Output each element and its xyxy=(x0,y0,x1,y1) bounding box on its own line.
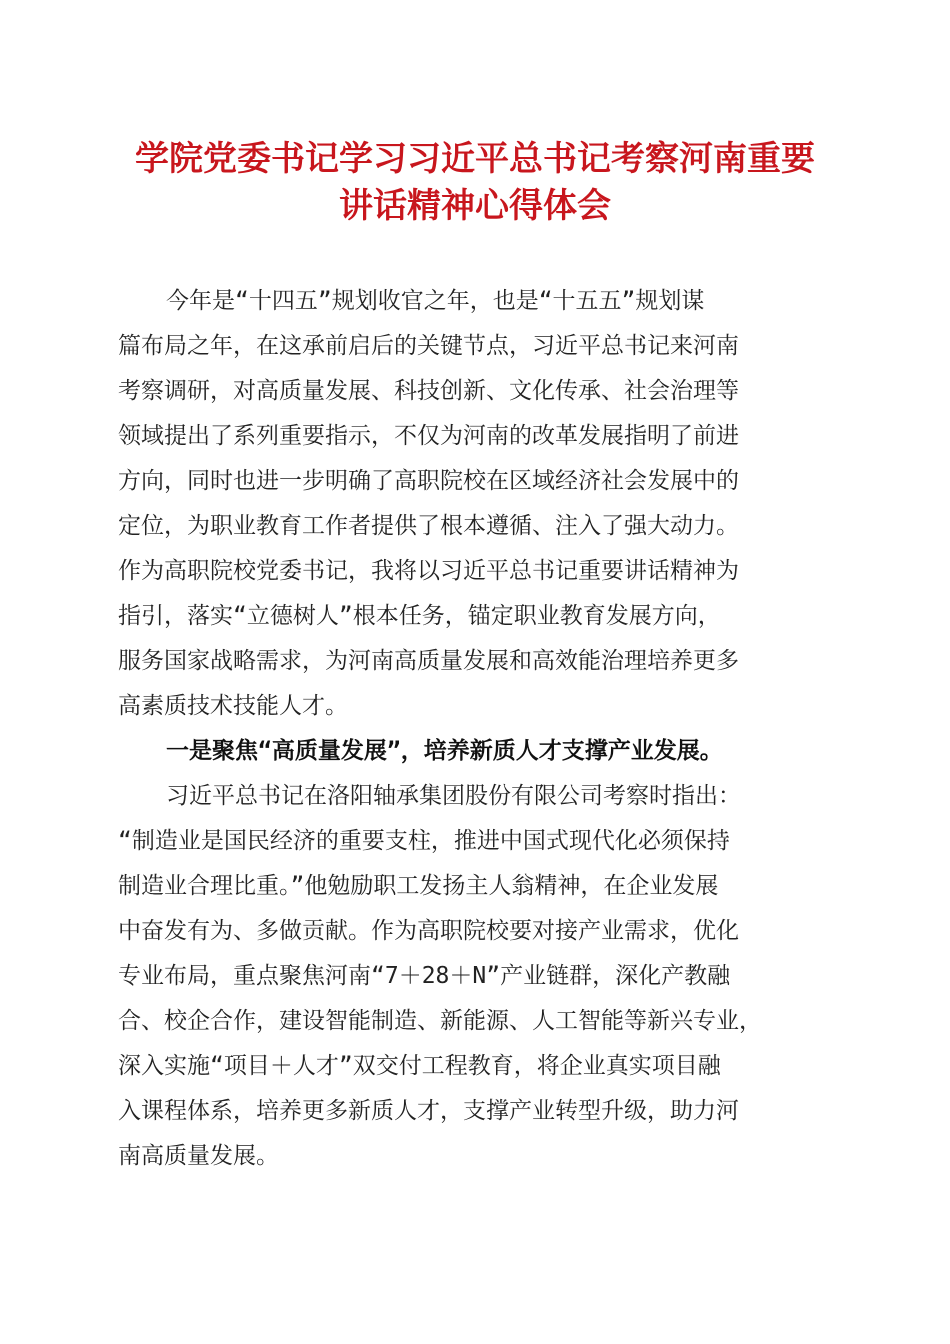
paragraph-line: 中奋发有为、多做贡献。作为高职院校要对接产业需求，优化 xyxy=(118,918,739,944)
title-line: 学院党委书记学习习近平总书记考察河南重要 xyxy=(135,139,815,179)
paragraph-line: 作为高职院校党委书记，我将以习近平总书记重要讲话精神为 xyxy=(118,558,739,584)
paragraph-line: 指引，落实“立德树人”根本任务，锚定职业教育发展方向， xyxy=(118,603,721,629)
paragraph-intro xyxy=(118,279,836,729)
paragraph-line: 专业布局，重点聚焦河南“7＋28＋N”产业链群，深化产教融 xyxy=(118,963,731,989)
paragraph-line: 定位，为职业教育工作者提供了根本遵循、注入了强大动力。 xyxy=(118,513,739,539)
paragraph-section-1 xyxy=(118,774,836,1179)
paragraph-line: 习近平总书记在洛阳轴承集团股份有限公司考察时指出： xyxy=(166,783,741,809)
paragraph-line: 今年是“十四五”规划收官之年，也是“十五五”规划谋 xyxy=(166,288,705,314)
paragraph-line: 篇布局之年，在这承前启后的关键节点，习近平总书记来河南 xyxy=(118,333,739,359)
document-body xyxy=(118,279,836,1179)
paragraph-line: 服务国家战略需求，为河南高质量发展和高效能治理培养更多 xyxy=(118,648,739,674)
paragraph-line: “制造业是国民经济的重要支柱，推进中国式现代化必须保持 xyxy=(118,828,730,854)
paragraph-line: 入课程体系，培养更多新质人才，支撑产业转型升级，助力河 xyxy=(118,1098,739,1124)
paragraph-line: 领域提出了系列重要指示，不仅为河南的改革发展指明了前进 xyxy=(118,423,739,449)
document-title xyxy=(90,136,860,230)
paragraph-line: 制造业合理比重。”他勉励职工发扬主人翁精神，在企业发展 xyxy=(118,873,719,899)
title-line: 讲话精神心得体会 xyxy=(339,186,611,226)
paragraph-line: 合、校企合作，建设智能制造、新能源、人工智能等新兴专业， xyxy=(118,1008,762,1034)
paragraph-line: 南高质量发展。 xyxy=(118,1143,279,1169)
section-heading: 一是聚焦“高质量发展”，培养新质人才支撑产业发展。 xyxy=(166,738,723,764)
paragraph-line: 深入实施“项目＋人才”双交付工程教育，将企业真实项目融 xyxy=(118,1053,721,1079)
paragraph-line: 考察调研，对高质量发展、科技创新、文化传承、社会治理等 xyxy=(118,378,739,404)
paragraph-line: 高素质技术技能人才。 xyxy=(118,693,348,719)
paragraph-line: 方向，同时也进一步明确了高职院校在区域经济社会发展中的 xyxy=(118,468,739,494)
